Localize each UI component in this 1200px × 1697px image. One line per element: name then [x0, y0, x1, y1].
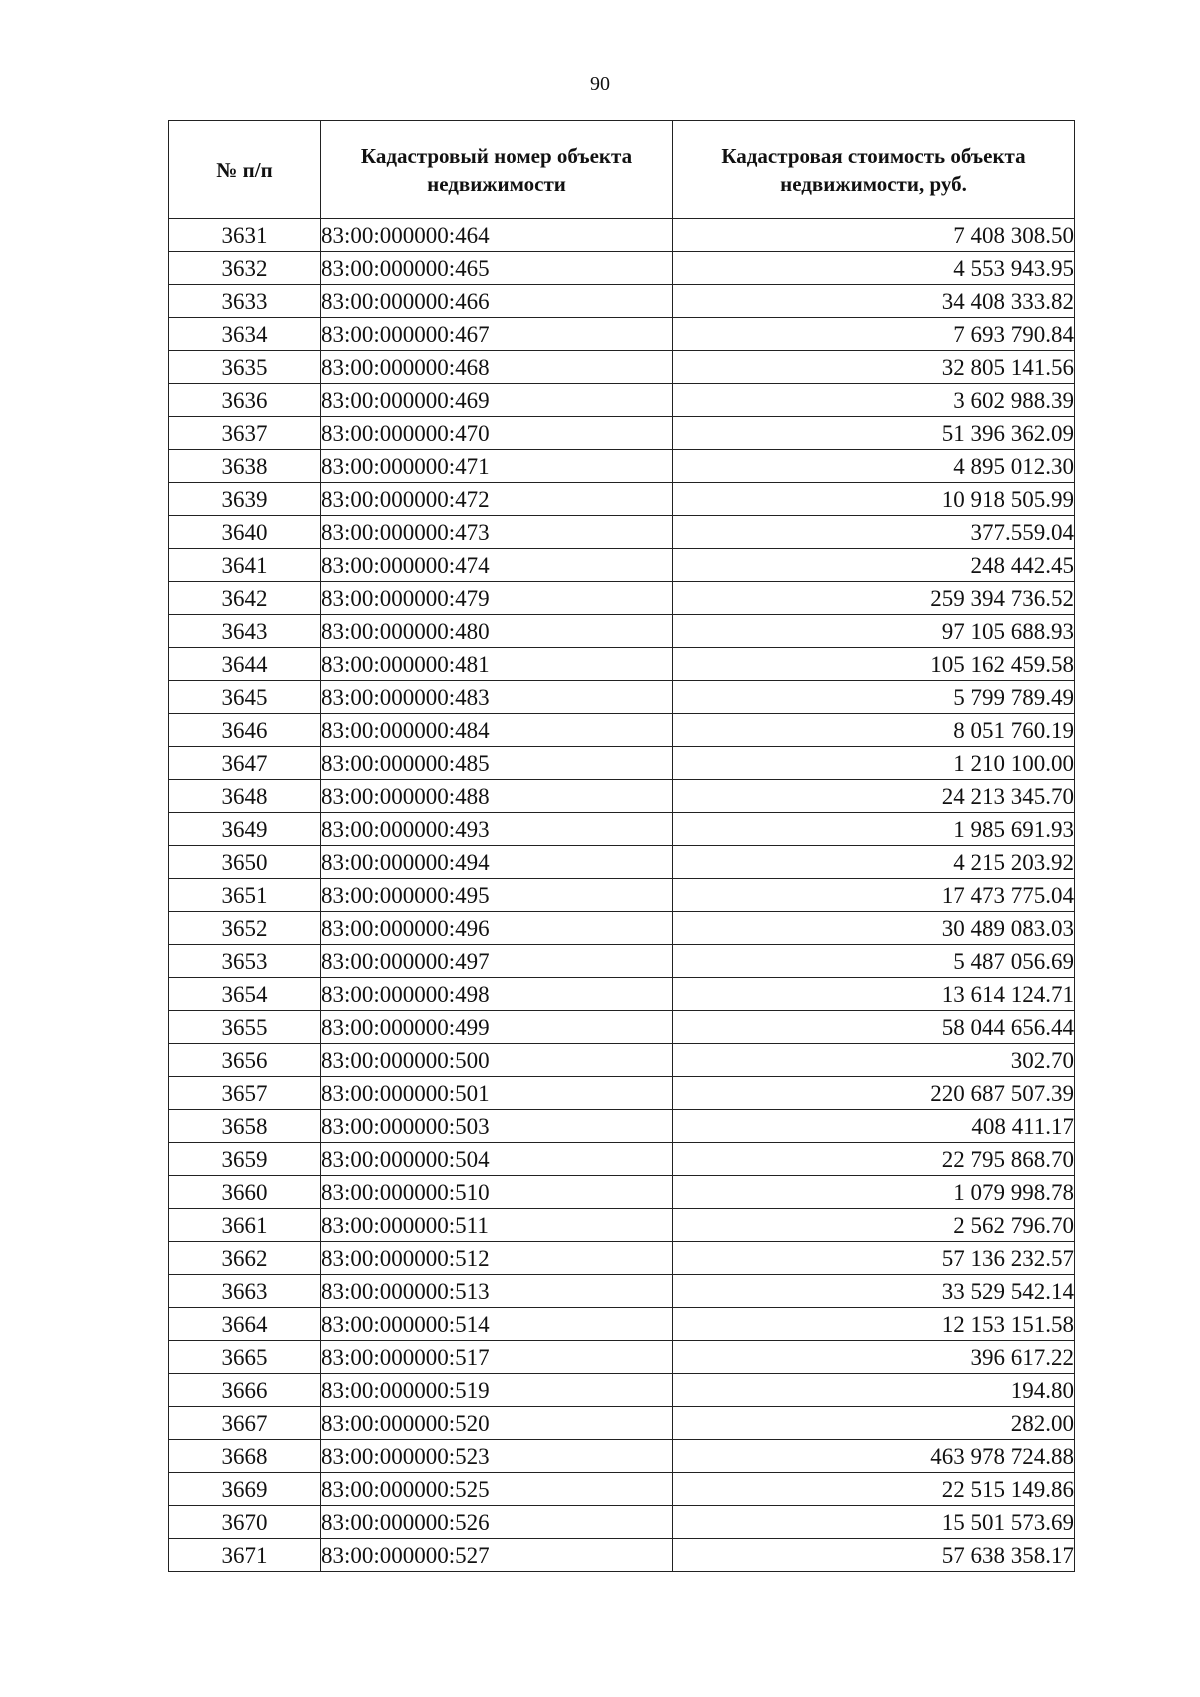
header-number: № п/п [169, 121, 321, 219]
header-cadastral-number: Кадастровый номер объекта недвижимости [321, 121, 673, 219]
row-number: 3646 [169, 714, 321, 747]
table-row [169, 1242, 1075, 1275]
row-number: 3639 [169, 483, 321, 516]
table-row [169, 1506, 1075, 1539]
cadastral-number-cell: 83:00:000000:501 [321, 1077, 673, 1110]
row-number: 3659 [169, 1143, 321, 1176]
table-row [169, 1539, 1075, 1572]
cadastral-number-cell: 83:00:000000:481 [321, 648, 673, 681]
cadastral-value-cell: 220 687 507.39 [673, 1077, 1075, 1110]
cadastral-value-cell: 51 396 362.09 [673, 417, 1075, 450]
table-row [169, 714, 1075, 747]
cadastral-number-cell: 83:00:000000:517 [321, 1341, 673, 1374]
row-number: 3651 [169, 879, 321, 912]
cadastral-value-cell: 4 553 943.95 [673, 252, 1075, 285]
table-row [169, 1374, 1075, 1407]
row-number: 3661 [169, 1209, 321, 1242]
row-number: 3665 [169, 1341, 321, 1374]
table-row [169, 516, 1075, 549]
cadastral-value-cell: 194.80 [673, 1374, 1075, 1407]
row-number: 3660 [169, 1176, 321, 1209]
table-row [169, 681, 1075, 714]
cadastral-value-cell: 396 617.22 [673, 1341, 1075, 1374]
cadastral-number-cell: 83:00:000000:527 [321, 1539, 673, 1572]
table-row [169, 615, 1075, 648]
row-number: 3669 [169, 1473, 321, 1506]
cadastral-number-cell: 83:00:000000:469 [321, 384, 673, 417]
table-body [169, 219, 1075, 1572]
cadastral-number-cell: 83:00:000000:479 [321, 582, 673, 615]
table-row [169, 1176, 1075, 1209]
cadastral-value-cell: 1 079 998.78 [673, 1176, 1075, 1209]
cadastral-value-cell: 32 805 141.56 [673, 351, 1075, 384]
cadastral-number-cell: 83:00:000000:484 [321, 714, 673, 747]
row-number: 3637 [169, 417, 321, 450]
cadastral-value-cell: 5 487 056.69 [673, 945, 1075, 978]
table-row [169, 1275, 1075, 1308]
cadastral-number-cell: 83:00:000000:485 [321, 747, 673, 780]
row-number: 3648 [169, 780, 321, 813]
cadastral-value-cell: 22 515 149.86 [673, 1473, 1075, 1506]
cadastral-number-cell: 83:00:000000:495 [321, 879, 673, 912]
table-row [169, 582, 1075, 615]
cadastral-value-cell: 2 562 796.70 [673, 1209, 1075, 1242]
cadastral-value-cell: 302.70 [673, 1044, 1075, 1077]
table-row [169, 1110, 1075, 1143]
table-row [169, 912, 1075, 945]
row-number: 3647 [169, 747, 321, 780]
cadastral-number-cell: 83:00:000000:494 [321, 846, 673, 879]
cadastral-number-cell: 83:00:000000:514 [321, 1308, 673, 1341]
cadastral-number-cell: 83:00:000000:513 [321, 1275, 673, 1308]
table-row [169, 285, 1075, 318]
cadastral-number-cell: 83:00:000000:519 [321, 1374, 673, 1407]
cadastral-value-cell: 7 408 308.50 [673, 219, 1075, 252]
table-row [169, 1143, 1075, 1176]
cadastral-number-cell: 83:00:000000:520 [321, 1407, 673, 1440]
cadastral-value-cell: 57 638 358.17 [673, 1539, 1075, 1572]
row-number: 3633 [169, 285, 321, 318]
row-number: 3663 [169, 1275, 321, 1308]
cadastral-value-cell: 3 602 988.39 [673, 384, 1075, 417]
cadastral-value-cell: 408 411.17 [673, 1110, 1075, 1143]
table-row [169, 1407, 1075, 1440]
cadastral-value-cell: 248 442.45 [673, 549, 1075, 582]
table-row [169, 384, 1075, 417]
cadastral-number-cell: 83:00:000000:467 [321, 318, 673, 351]
cadastral-number-cell: 83:00:000000:470 [321, 417, 673, 450]
row-number: 3658 [169, 1110, 321, 1143]
cadastral-value-cell: 97 105 688.93 [673, 615, 1075, 648]
table-row [169, 450, 1075, 483]
table-row [169, 648, 1075, 681]
cadastral-value-cell: 4 895 012.30 [673, 450, 1075, 483]
row-number: 3645 [169, 681, 321, 714]
cadastral-value-cell: 12 153 151.58 [673, 1308, 1075, 1341]
row-number: 3635 [169, 351, 321, 384]
header-row [169, 121, 1075, 219]
cadastral-value-cell: 4 215 203.92 [673, 846, 1075, 879]
row-number: 3657 [169, 1077, 321, 1110]
table-row [169, 813, 1075, 846]
row-number: 3656 [169, 1044, 321, 1077]
cadastral-value-cell: 1 985 691.93 [673, 813, 1075, 846]
cadastral-number-cell: 83:00:000000:497 [321, 945, 673, 978]
row-number: 3667 [169, 1407, 321, 1440]
table-row [169, 483, 1075, 516]
cadastral-value-cell: 105 162 459.58 [673, 648, 1075, 681]
table-row [169, 846, 1075, 879]
cadastral-value-cell: 30 489 083.03 [673, 912, 1075, 945]
cadastral-number-cell: 83:00:000000:526 [321, 1506, 673, 1539]
row-number: 3632 [169, 252, 321, 285]
cadastral-value-cell: 22 795 868.70 [673, 1143, 1075, 1176]
row-number: 3638 [169, 450, 321, 483]
row-number: 3640 [169, 516, 321, 549]
table-row [169, 318, 1075, 351]
row-number: 3671 [169, 1539, 321, 1572]
cadastral-number-cell: 83:00:000000:523 [321, 1440, 673, 1473]
cadastral-value-cell: 34 408 333.82 [673, 285, 1075, 318]
row-number: 3636 [169, 384, 321, 417]
table-row [169, 252, 1075, 285]
table-row [169, 417, 1075, 450]
table-row [169, 879, 1075, 912]
cadastral-number-cell: 83:00:000000:474 [321, 549, 673, 582]
table-row [169, 1308, 1075, 1341]
table-row [169, 1341, 1075, 1374]
table-header [169, 121, 1075, 219]
row-number: 3654 [169, 978, 321, 1011]
header-cadastral-value: Кадастровая стоимость объекта недвижимости, руб. [673, 121, 1075, 219]
table-row [169, 945, 1075, 978]
row-number: 3631 [169, 219, 321, 252]
cadastral-value-table [168, 120, 1075, 1572]
cadastral-number-cell: 83:00:000000:471 [321, 450, 673, 483]
cadastral-number-cell: 83:00:000000:466 [321, 285, 673, 318]
cadastral-value-cell: 1 210 100.00 [673, 747, 1075, 780]
cadastral-value-cell: 57 136 232.57 [673, 1242, 1075, 1275]
row-number: 3641 [169, 549, 321, 582]
cadastral-value-cell: 5 799 789.49 [673, 681, 1075, 714]
row-number: 3650 [169, 846, 321, 879]
cadastral-number-cell: 83:00:000000:525 [321, 1473, 673, 1506]
row-number: 3662 [169, 1242, 321, 1275]
table-row [169, 351, 1075, 384]
table-row [169, 1473, 1075, 1506]
cadastral-number-cell: 83:00:000000:493 [321, 813, 673, 846]
cadastral-value-cell: 33 529 542.14 [673, 1275, 1075, 1308]
cadastral-value-cell: 8 051 760.19 [673, 714, 1075, 747]
table-row [169, 219, 1075, 252]
table-row [169, 747, 1075, 780]
cadastral-value-cell: 58 044 656.44 [673, 1011, 1075, 1044]
table-row [169, 1440, 1075, 1473]
cadastral-number-cell: 83:00:000000:488 [321, 780, 673, 813]
cadastral-value-cell: 259 394 736.52 [673, 582, 1075, 615]
cadastral-value-cell: 7 693 790.84 [673, 318, 1075, 351]
cadastral-value-cell: 24 213 345.70 [673, 780, 1075, 813]
cadastral-number-cell: 83:00:000000:473 [321, 516, 673, 549]
table-row [169, 1077, 1075, 1110]
row-number: 3649 [169, 813, 321, 846]
cadastral-number-cell: 83:00:000000:500 [321, 1044, 673, 1077]
table-row [169, 549, 1075, 582]
row-number: 3644 [169, 648, 321, 681]
cadastral-number-cell: 83:00:000000:504 [321, 1143, 673, 1176]
cadastral-value-cell: 377.559.04 [673, 516, 1075, 549]
cadastral-number-cell: 83:00:000000:483 [321, 681, 673, 714]
cadastral-number-cell: 83:00:000000:472 [321, 483, 673, 516]
row-number: 3664 [169, 1308, 321, 1341]
row-number: 3666 [169, 1374, 321, 1407]
row-number: 3668 [169, 1440, 321, 1473]
cadastral-number-cell: 83:00:000000:503 [321, 1110, 673, 1143]
row-number: 3655 [169, 1011, 321, 1044]
table-row [169, 1011, 1075, 1044]
cadastral-number-cell: 83:00:000000:464 [321, 219, 673, 252]
row-number: 3634 [169, 318, 321, 351]
cadastral-value-cell: 463 978 724.88 [673, 1440, 1075, 1473]
table-row [169, 1209, 1075, 1242]
row-number: 3643 [169, 615, 321, 648]
row-number: 3642 [169, 582, 321, 615]
cadastral-value-cell: 10 918 505.99 [673, 483, 1075, 516]
row-number: 3652 [169, 912, 321, 945]
cadastral-number-cell: 83:00:000000:510 [321, 1176, 673, 1209]
row-number: 3670 [169, 1506, 321, 1539]
table-row [169, 780, 1075, 813]
cadastral-value-cell: 13 614 124.71 [673, 978, 1075, 1011]
cadastral-number-cell: 83:00:000000:468 [321, 351, 673, 384]
cadastral-number-cell: 83:00:000000:480 [321, 615, 673, 648]
cadastral-number-cell: 83:00:000000:499 [321, 1011, 673, 1044]
page-number: 90 [590, 73, 610, 95]
cadastral-number-cell: 83:00:000000:465 [321, 252, 673, 285]
table-row [169, 1044, 1075, 1077]
cadastral-value-cell: 17 473 775.04 [673, 879, 1075, 912]
cadastral-number-cell: 83:00:000000:512 [321, 1242, 673, 1275]
row-number: 3653 [169, 945, 321, 978]
cadastral-number-cell: 83:00:000000:511 [321, 1209, 673, 1242]
cadastral-number-cell: 83:00:000000:496 [321, 912, 673, 945]
cadastral-value-cell: 282.00 [673, 1407, 1075, 1440]
table-row [169, 978, 1075, 1011]
cadastral-number-cell: 83:00:000000:498 [321, 978, 673, 1011]
cadastral-value-cell: 15 501 573.69 [673, 1506, 1075, 1539]
